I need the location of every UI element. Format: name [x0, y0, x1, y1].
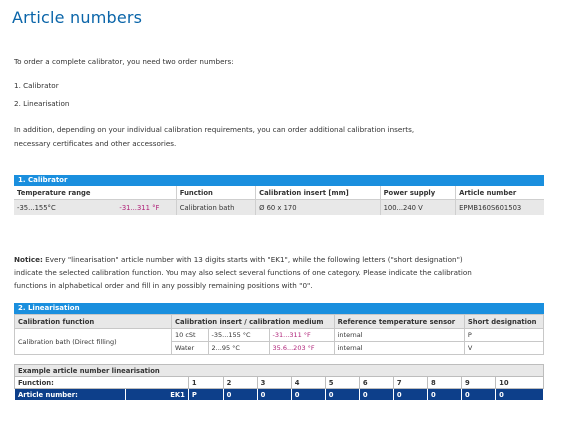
notice-label: Notice: [14, 255, 43, 264]
article-label: Article number: [15, 389, 126, 401]
value-cell: 0 [427, 389, 461, 401]
col-header: Calibration insert [mm] [256, 186, 380, 200]
calibrator-table [14, 186, 544, 215]
col-header: Article number [456, 186, 544, 200]
example-heading: Example article number linearisation [15, 365, 544, 377]
table-cell: V [464, 342, 543, 355]
col-header: Short designation [464, 315, 543, 329]
function-label: Function: [15, 377, 189, 389]
addition-text-2: necessary certificates and other accessories. [14, 139, 177, 148]
table-cell: internal [334, 329, 464, 342]
position-cell: 2 [223, 377, 257, 389]
position-cell: 7 [393, 377, 427, 389]
table-cell: internal [334, 342, 464, 355]
value-cell: 0 [257, 389, 291, 401]
table-cell: Water [172, 342, 209, 355]
table-cell: Calibration bath [176, 200, 255, 216]
table-cell: 100...240 V [380, 200, 456, 216]
value-cell: 0 [393, 389, 427, 401]
col-header: Function [176, 186, 255, 200]
notice-text-1 [14, 254, 463, 266]
list-item: 1. Calibrator [14, 81, 59, 90]
intro-text: To order a complete calibrator, you need two order numbers: [14, 57, 234, 66]
notice-text-2: indicate the selected calibration function. You may also select several functions of one category. Please indicate the calibration [14, 268, 472, 277]
page-title: Article numbers [12, 8, 143, 27]
col-header: Reference temperature sensor [334, 315, 464, 329]
notice-text-3: functions in alphabetical order and fill in any possibly remaining positions with "0". [14, 281, 313, 290]
table-cell: Ø 60 x 170 [256, 200, 380, 216]
table-cell: 10 cSt [172, 329, 209, 342]
position-cell: 8 [427, 377, 461, 389]
list-item: 2. Linearisation [14, 99, 70, 108]
col-header: Calibration function [15, 315, 172, 329]
value-cell: 0 [291, 389, 325, 401]
table-cell: 2...95 °C [208, 342, 269, 355]
table-cell: EPMB160S601503 [456, 200, 544, 216]
function-cell: Calibration bath (Direct filling) [15, 329, 172, 355]
table-cell: P [464, 329, 543, 342]
value-cell: 0 [462, 389, 496, 401]
prefix-cell: EK1 [126, 389, 189, 401]
position-cell: 6 [359, 377, 393, 389]
col-header: Temperature range [14, 186, 116, 200]
addition-text-1: In addition, depending on your individual calibration requirements, you can order additional calibration inserts, [14, 125, 415, 134]
position-cell: 3 [257, 377, 291, 389]
value-cell: 0 [496, 389, 544, 401]
value-cell: 0 [359, 389, 393, 401]
value-cell: 0 [325, 389, 359, 401]
table-cell: 35.6...203 °F [269, 342, 334, 355]
linearisation-table [14, 314, 544, 355]
notice-line: Every "linearisation" article number with 13 digits starts with "EK1", while the following letters ("short designation") [42, 255, 463, 264]
value-cell: P [188, 389, 223, 401]
table-cell: -31...311 °F [116, 200, 176, 216]
position-cell: 4 [291, 377, 325, 389]
col-header: Power supply [380, 186, 456, 200]
table-row [15, 329, 544, 342]
position-cell: 9 [462, 377, 496, 389]
col-header: Calibration insert / calibration medium [172, 315, 335, 329]
value-cell: 0 [223, 389, 257, 401]
col-header [116, 186, 176, 200]
calibrator-heading: 1. Calibrator [14, 175, 544, 186]
position-cell: 5 [325, 377, 359, 389]
table-cell: -35...155°C [14, 200, 116, 216]
linearisation-heading: 2. Linearisation [14, 303, 544, 314]
position-cell: 1 [188, 377, 223, 389]
table-row [14, 200, 544, 216]
table-cell: -31...311 °F [269, 329, 334, 342]
table-cell: -35...155 °C [208, 329, 269, 342]
example-table [14, 364, 544, 401]
position-cell: 10 [496, 377, 544, 389]
